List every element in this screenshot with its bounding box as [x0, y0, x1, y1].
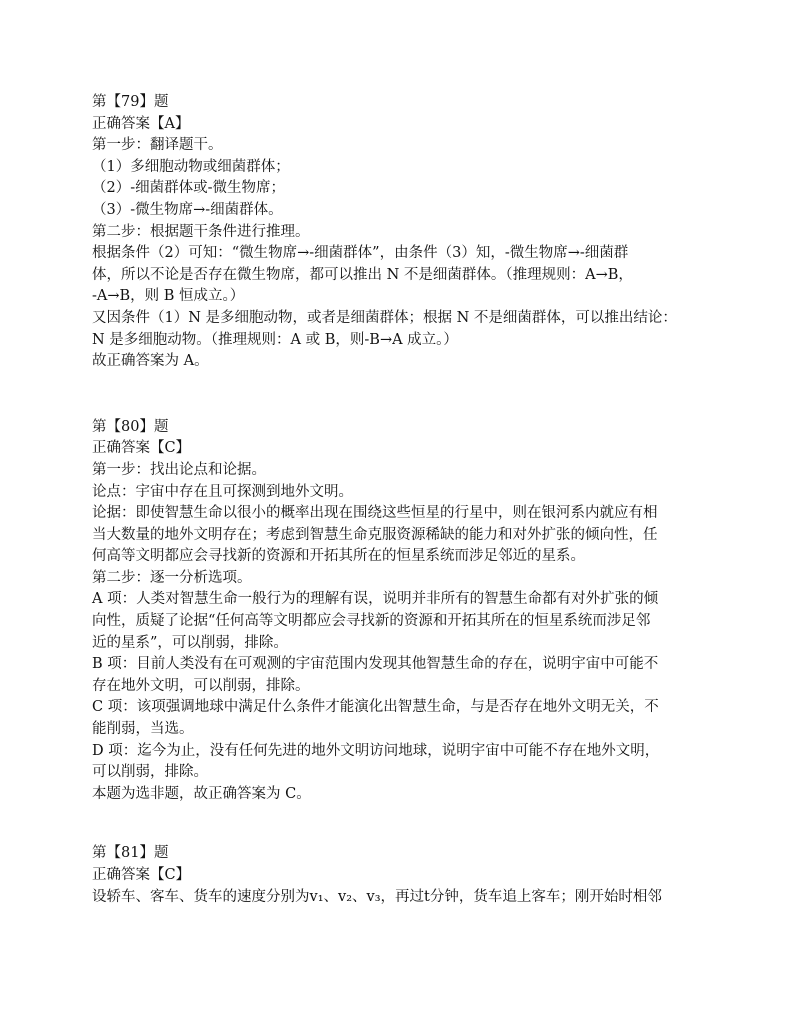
question-title: 第【80】题 — [92, 418, 169, 435]
explanation-line: 故正确答案为 A。 — [92, 353, 209, 370]
explanation-line: 向性，质疑了论据“任何高等文明都应会寻找新的资源和开拓其所在的恒星系统而涉足邻 — [92, 613, 651, 630]
explanation-line: 第一步：找出论点和论据。 — [92, 461, 266, 478]
explanation-line: N 是多细胞动物。（推理规则：A 或 B，则-B→A 成立。） — [92, 331, 458, 348]
section-spacer — [92, 373, 712, 417]
explanation-line: 本题为选非题，故正确答案为 C。 — [92, 785, 311, 802]
correct-answer: 正确答案【C】 — [92, 440, 191, 457]
correct-answer: 正确答案【C】 — [92, 867, 191, 883]
explanation-line: 第一步：翻译题干。 — [92, 137, 223, 154]
explanation-line: A 项：人类对智慧生命一般行为的理解有误，说明并非所有的智慧生命都有对外扩张的倾 — [92, 591, 659, 608]
explanation-line: 存在地外文明，可以削弱，排除。 — [92, 677, 310, 694]
explanation-line: 论点：宇宙中存在且可探测到地外文明。 — [92, 483, 353, 500]
explanation-line: 设轿车、客车、货车的速度分别为v₁、v₂、v₃，再过t分钟，货车追上客车；刚开始时相邻 — [92, 888, 662, 905]
question-title: 第【79】题 — [92, 94, 169, 110]
explanation-line: 第二步：逐一分析选项。 — [92, 569, 252, 586]
explanation-line: 近的星系”，可以削弱，排除。 — [92, 634, 288, 651]
explanation-line: C 项：该项强调地球中满足什么条件才能演化出智慧生命，与是否存在地外文明无关，不 — [92, 699, 659, 716]
explanation-line: 又因条件（1）N 是多细胞动物，或者是细菌群体；根据 N 不是细菌群体，可以推出结论： — [92, 309, 677, 326]
explanation-line: 论据：即使智慧生命以很小的概率出现在围绕这些恒星的行星中，则在银河系内就应有相 — [92, 505, 658, 522]
explanation-line: 当大数量的地外文明存在；考虑到智慧生命克服资源稀缺的能力和对外扩张的倾向性，任 — [92, 526, 658, 543]
question-81 — [92, 843, 712, 908]
explanation-line: （1）多细胞动物或细菌群体； — [92, 158, 290, 175]
question-title: 第【81】题 — [92, 845, 169, 862]
section-spacer — [92, 805, 712, 843]
explanation-line: 何高等文明都应会寻找新的资源和开拓其所在的恒星系统而涉足邻近的星系。 — [92, 548, 585, 565]
correct-answer: 正确答案【A】 — [92, 115, 190, 132]
explanation-line: 体，所以不论是否存在微生物席，都可以推出 N 不是细菌群体。（推理规则：A→B， — [92, 266, 633, 283]
explanation-line: 可以削弱，排除。 — [92, 764, 208, 781]
explanation-line: （2）-细菌群体或-微生物席； — [92, 180, 286, 197]
explanation-line: -A→B，则 B 恒成立。） — [92, 288, 245, 305]
explanation-line: D 项：迄今为止，没有任何先进的地外文明访问地球，说明宇宙中可能不存在地外文明， — [92, 742, 660, 759]
question-80 — [92, 417, 712, 806]
question-79 — [92, 92, 712, 373]
explanation-line: 根据条件（2）可知：“微生物席→-细菌群体”，由条件（3）知，-微生物席→-细菌群 — [92, 245, 629, 262]
document-page — [92, 92, 712, 908]
explanation-line: （3）-微生物席→-细菌群体。 — [92, 201, 283, 218]
explanation-line: B 项：目前人类没有在可观测的宇宙范围内发现其他智慧生命的存在，说明宇宙中可能不 — [92, 656, 659, 673]
explanation-line: 第二步：根据题干条件进行推理。 — [92, 223, 310, 240]
explanation-line: 能削弱，当选。 — [92, 721, 194, 738]
